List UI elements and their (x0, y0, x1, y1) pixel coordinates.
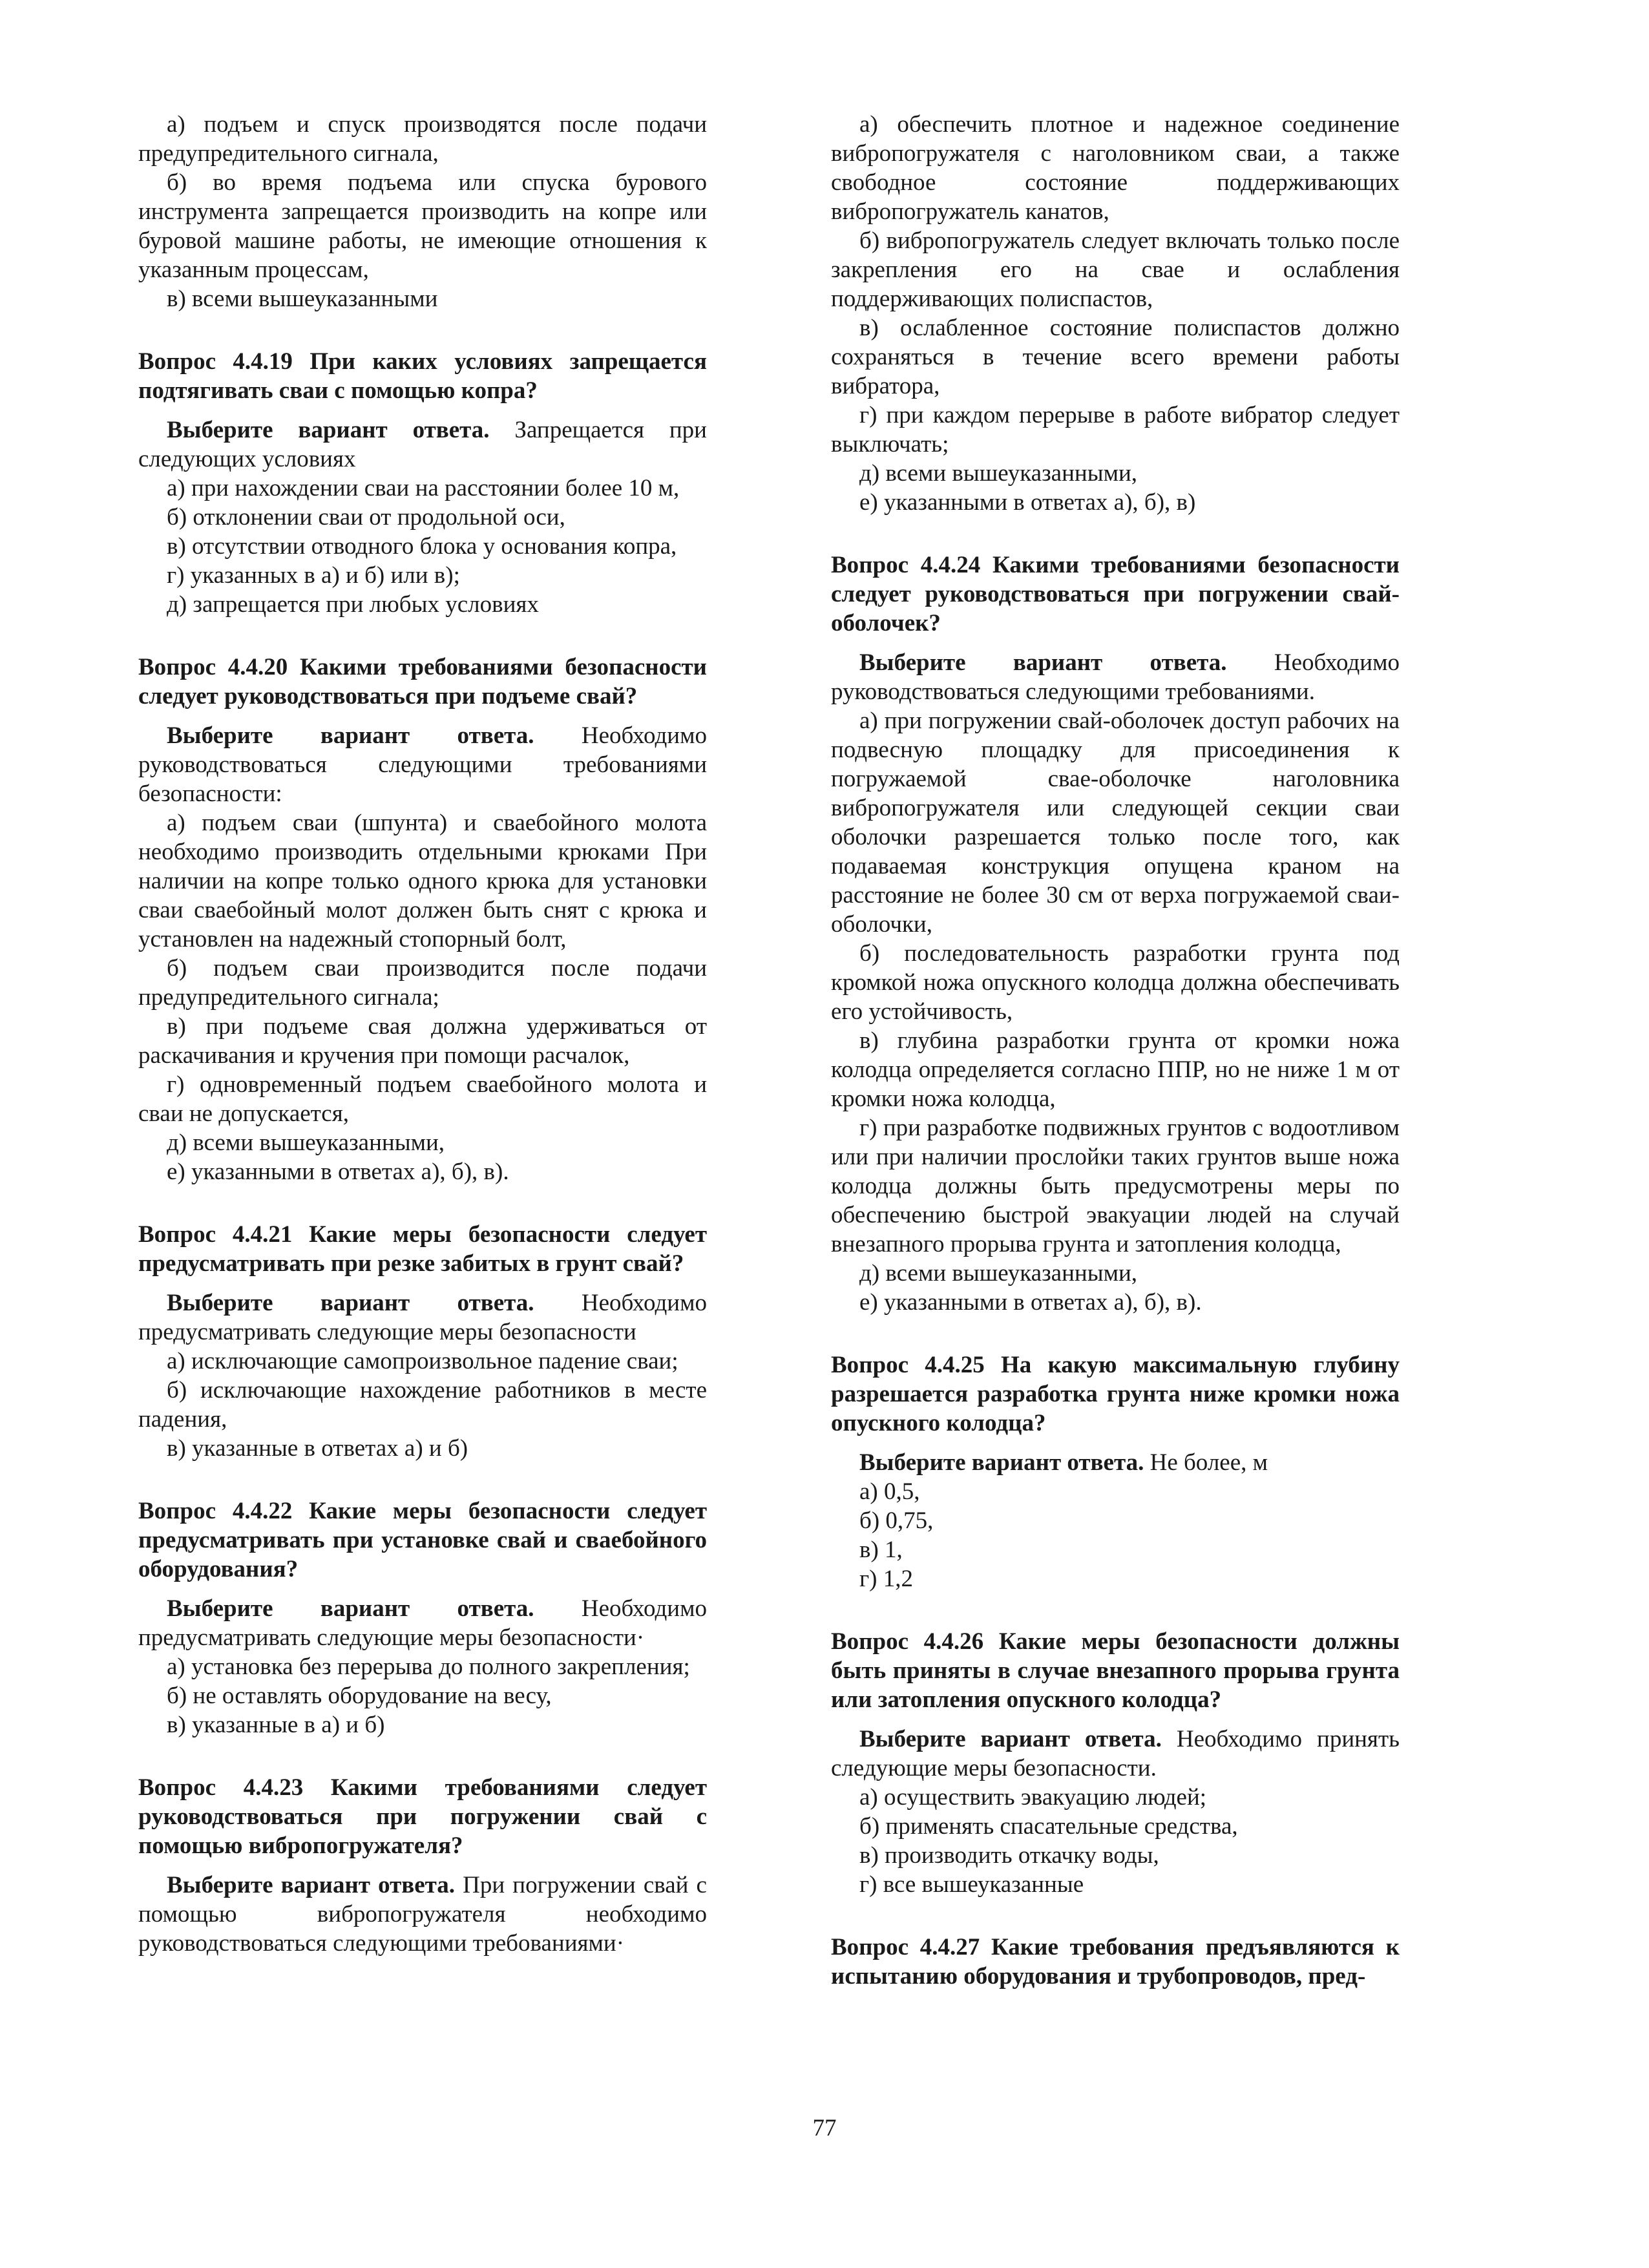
answer-option: а) подъем и спуск производятся после подачи предупредительного сигнала, (138, 111, 707, 167)
intro-text: Не более, м (1144, 1449, 1268, 1476)
answer-option: б) последовательность разработки грунта под кромкой ножа опускного колодца должна обеспечивать его устойчивость, (831, 940, 1400, 1025)
answer-option: в) при подъеме свая должна удерживаться от раскачивания и кручения при помощи расчалок, (138, 1013, 707, 1069)
answer-option: д) запрещается при любых условиях (167, 591, 539, 618)
answer-lead: Выберите вариант ответа. (167, 1595, 534, 1622)
answer-option: б) подъем сваи производится после подачи предупредительного сигнала; (138, 955, 707, 1011)
answer-option: б) 0,75, (859, 1507, 934, 1534)
answer-option: б) отклонении сваи от продольной оси, (167, 504, 565, 530)
answer-option: в) производить откачку воды, (859, 1842, 1159, 1869)
page-number: 77 (812, 2115, 837, 2141)
question-4-4-25-intro (831, 1448, 1400, 1477)
answer-option: в) указанные в ответах а) и б) (167, 1435, 468, 1462)
question-4-4-20-intro (138, 721, 707, 808)
question-4-4-25-title: Вопрос 4.4.25 На какую максимальную глубину разрешается разработка грунта ниже кромки ножа опускного колодца? (831, 1352, 1400, 1436)
intro-text: Необходимо принять следующие меры безопасности. (831, 1726, 1400, 1781)
answer-option: в) указанные в а) и б) (167, 1712, 385, 1738)
answer-option: г) при каждом перерыве в работе вибратор следует выключать; (831, 402, 1400, 457)
answer-lead: Выберите вариант ответа. (859, 1726, 1162, 1752)
question-4-4-23-title: Вопрос 4.4.23 Какими требованиями следует руководствоваться при погружении свай с помощью вибропогружателя? (138, 1774, 707, 1859)
answer-option: г) при разработке подвижных грунтов с водоотливом или при наличии прослойки таких грунтов выше ножа колодца должны быть предусмотрены меры по обеспечению быстрой эвакуации людей на случай внезапного прорыва грунта и затопления колодца, (831, 1115, 1400, 1257)
answer-option: а) при погружении свай-оболочек доступ рабочих на подвесную площадку для присоединения к погружаемой свае-оболочке наголовника вибропогружателя или следующей секции сваи оболочки разрешается только после того, как подаваемая конструкция опущена краном на расстояние не более 30 см от верха погружаемой сваи-оболочки, (831, 708, 1400, 938)
question-4-4-19-title: Вопрос 4.4.19 При каких условиях запрещается подтягивать сваи с помощью копра? (138, 348, 707, 404)
intro-text: Необходимо предусматривать следующие меры безопасности· (138, 1595, 707, 1651)
question-4-4-27-title: Вопрос 4.4.27 Какие требования предъявляются к испытанию оборудования и трубопроводов, пред- (831, 1934, 1400, 1990)
answer-option: б) во время подъема или спуска бурового инструмента запрещается производить на копре или буровой машине работы, не имеющие отношения к указанным процессам, (138, 169, 707, 283)
answer-option: в) глубина разработки грунта от кромки ножа колодца определяется согласно ППР, но не ниже 1 м от кромки ножа колодца, (831, 1027, 1400, 1112)
answer-option: г) одновременный подъем сваебойного молота и сваи не допускается, (138, 1071, 707, 1127)
question-4-4-20-title: Вопрос 4.4.20 Какими требованиями безопасности следует руководствоваться при подъеме свай? (138, 654, 707, 709)
answer-option: д) всеми вышеуказанными, (167, 1129, 445, 1156)
intro-text: Необходимо руководствоваться следующими требованиями безопасности: (138, 722, 707, 807)
answer-option: г) все вышеуказанные (859, 1871, 1084, 1898)
right-column (831, 110, 1400, 1991)
answer-option: а) обеспечить плотное и надежное соединение вибропогружателя с наголовником сваи, а также свободное состояние поддерживающих вибропогружатель канатов, (831, 111, 1400, 225)
question-4-4-23-intro (138, 1871, 707, 1958)
question-4-4-21-title: Вопрос 4.4.21 Какие меры безопасности следует предусматривать при резке забитых в грунт свай? (138, 1221, 707, 1277)
answer-option: в) всеми вышеуказанными (167, 286, 438, 312)
answer-option: а) установка без перерыва до полного закрепления; (167, 1654, 690, 1680)
answer-option: е) указанными в ответах а), б), в). (859, 1289, 1202, 1316)
question-4-4-24-title: Вопрос 4.4.24 Какими требованиями безопасности следует руководствоваться при погружении свай-оболочек? (831, 552, 1400, 636)
answer-option: а) подъем сваи (шпунта) и сваебойного молота необходимо производить отдельными крюками При наличии на копре только одного крюка для установки сваи сваебойный молот должен быть снят с крюка и установлен на надежный стопорный болт, (138, 810, 707, 952)
answer-option: б) вибропогружатель следует включать только после закрепления его на свае и ослабления поддерживающих полиспастов, (831, 227, 1400, 312)
answer-lead: Выберите вариант ответа. (167, 1290, 534, 1316)
answer-option: е) указанными в ответах а), б), в). (167, 1159, 509, 1185)
answer-option: д) всеми вышеуказанными, (859, 1260, 1138, 1286)
answer-lead: Выберите вариант ответа. (167, 722, 534, 749)
answer-option: в) 1, (859, 1537, 903, 1563)
answer-option: б) применять спасательные средства, (859, 1813, 1238, 1840)
answer-option: г) 1,2 (859, 1566, 913, 1592)
question-4-4-21-intro (138, 1288, 707, 1347)
answer-option: а) при нахождении сваи на расстоянии более 10 м, (167, 475, 680, 501)
intro-text: Запрещается при следующих условиях (138, 417, 707, 472)
question-4-4-19-intro (138, 415, 707, 474)
answer-lead: Выберите вариант ответа. (859, 1449, 1144, 1476)
intro-text: Необходимо предусматривать следующие меры безопасности (138, 1290, 707, 1345)
answer-lead: Выберите вариант ответа. (167, 1872, 456, 1898)
left-column (138, 110, 707, 1958)
intro-text: Необходимо руководствоваться следующими требованиями. (831, 649, 1400, 705)
answer-option: а) осуществить эвакуацию людей; (859, 1784, 1207, 1811)
answer-option: в) отсутствии отводного блока у основания копра, (167, 533, 677, 560)
question-4-4-22-title: Вопрос 4.4.22 Какие меры безопасности следует предусматривать при установке свай и сваебойного оборудования? (138, 1498, 707, 1582)
answer-lead: Выберите вариант ответа. (167, 417, 490, 443)
question-4-4-24-intro (831, 648, 1400, 706)
answer-option: г) указанных в а) и б) или в); (167, 562, 460, 589)
question-4-4-26-intro (831, 1725, 1400, 1783)
answer-lead: Выберите вариант ответа. (859, 649, 1227, 676)
answer-option: б) исключающие нахождение работников в месте падения, (138, 1377, 707, 1433)
answer-option: д) всеми вышеуказанными, (859, 460, 1138, 487)
answer-option: в) ослабленное состояние полиспастов должно сохраняться в течение всего времени работы вибратора, (831, 315, 1400, 399)
answer-option: а) исключающие самопроизвольное падение сваи; (167, 1348, 678, 1374)
answer-option: е) указанными в ответах а), б), в) (859, 489, 1196, 516)
answer-option: а) 0,5, (859, 1478, 920, 1505)
answer-option: б) не оставлять оборудование на весу, (167, 1683, 552, 1709)
intro-text: При погружении свай с помощью вибропогружателя необходимо руководствоваться следующими требованиями· (138, 1872, 707, 1957)
question-4-4-26-title: Вопрос 4.4.26 Какие меры безопасности должны быть приняты в случае внезапного прорыва грунта или затопления опускного колодца? (831, 1628, 1400, 1713)
question-4-4-22-intro (138, 1594, 707, 1652)
